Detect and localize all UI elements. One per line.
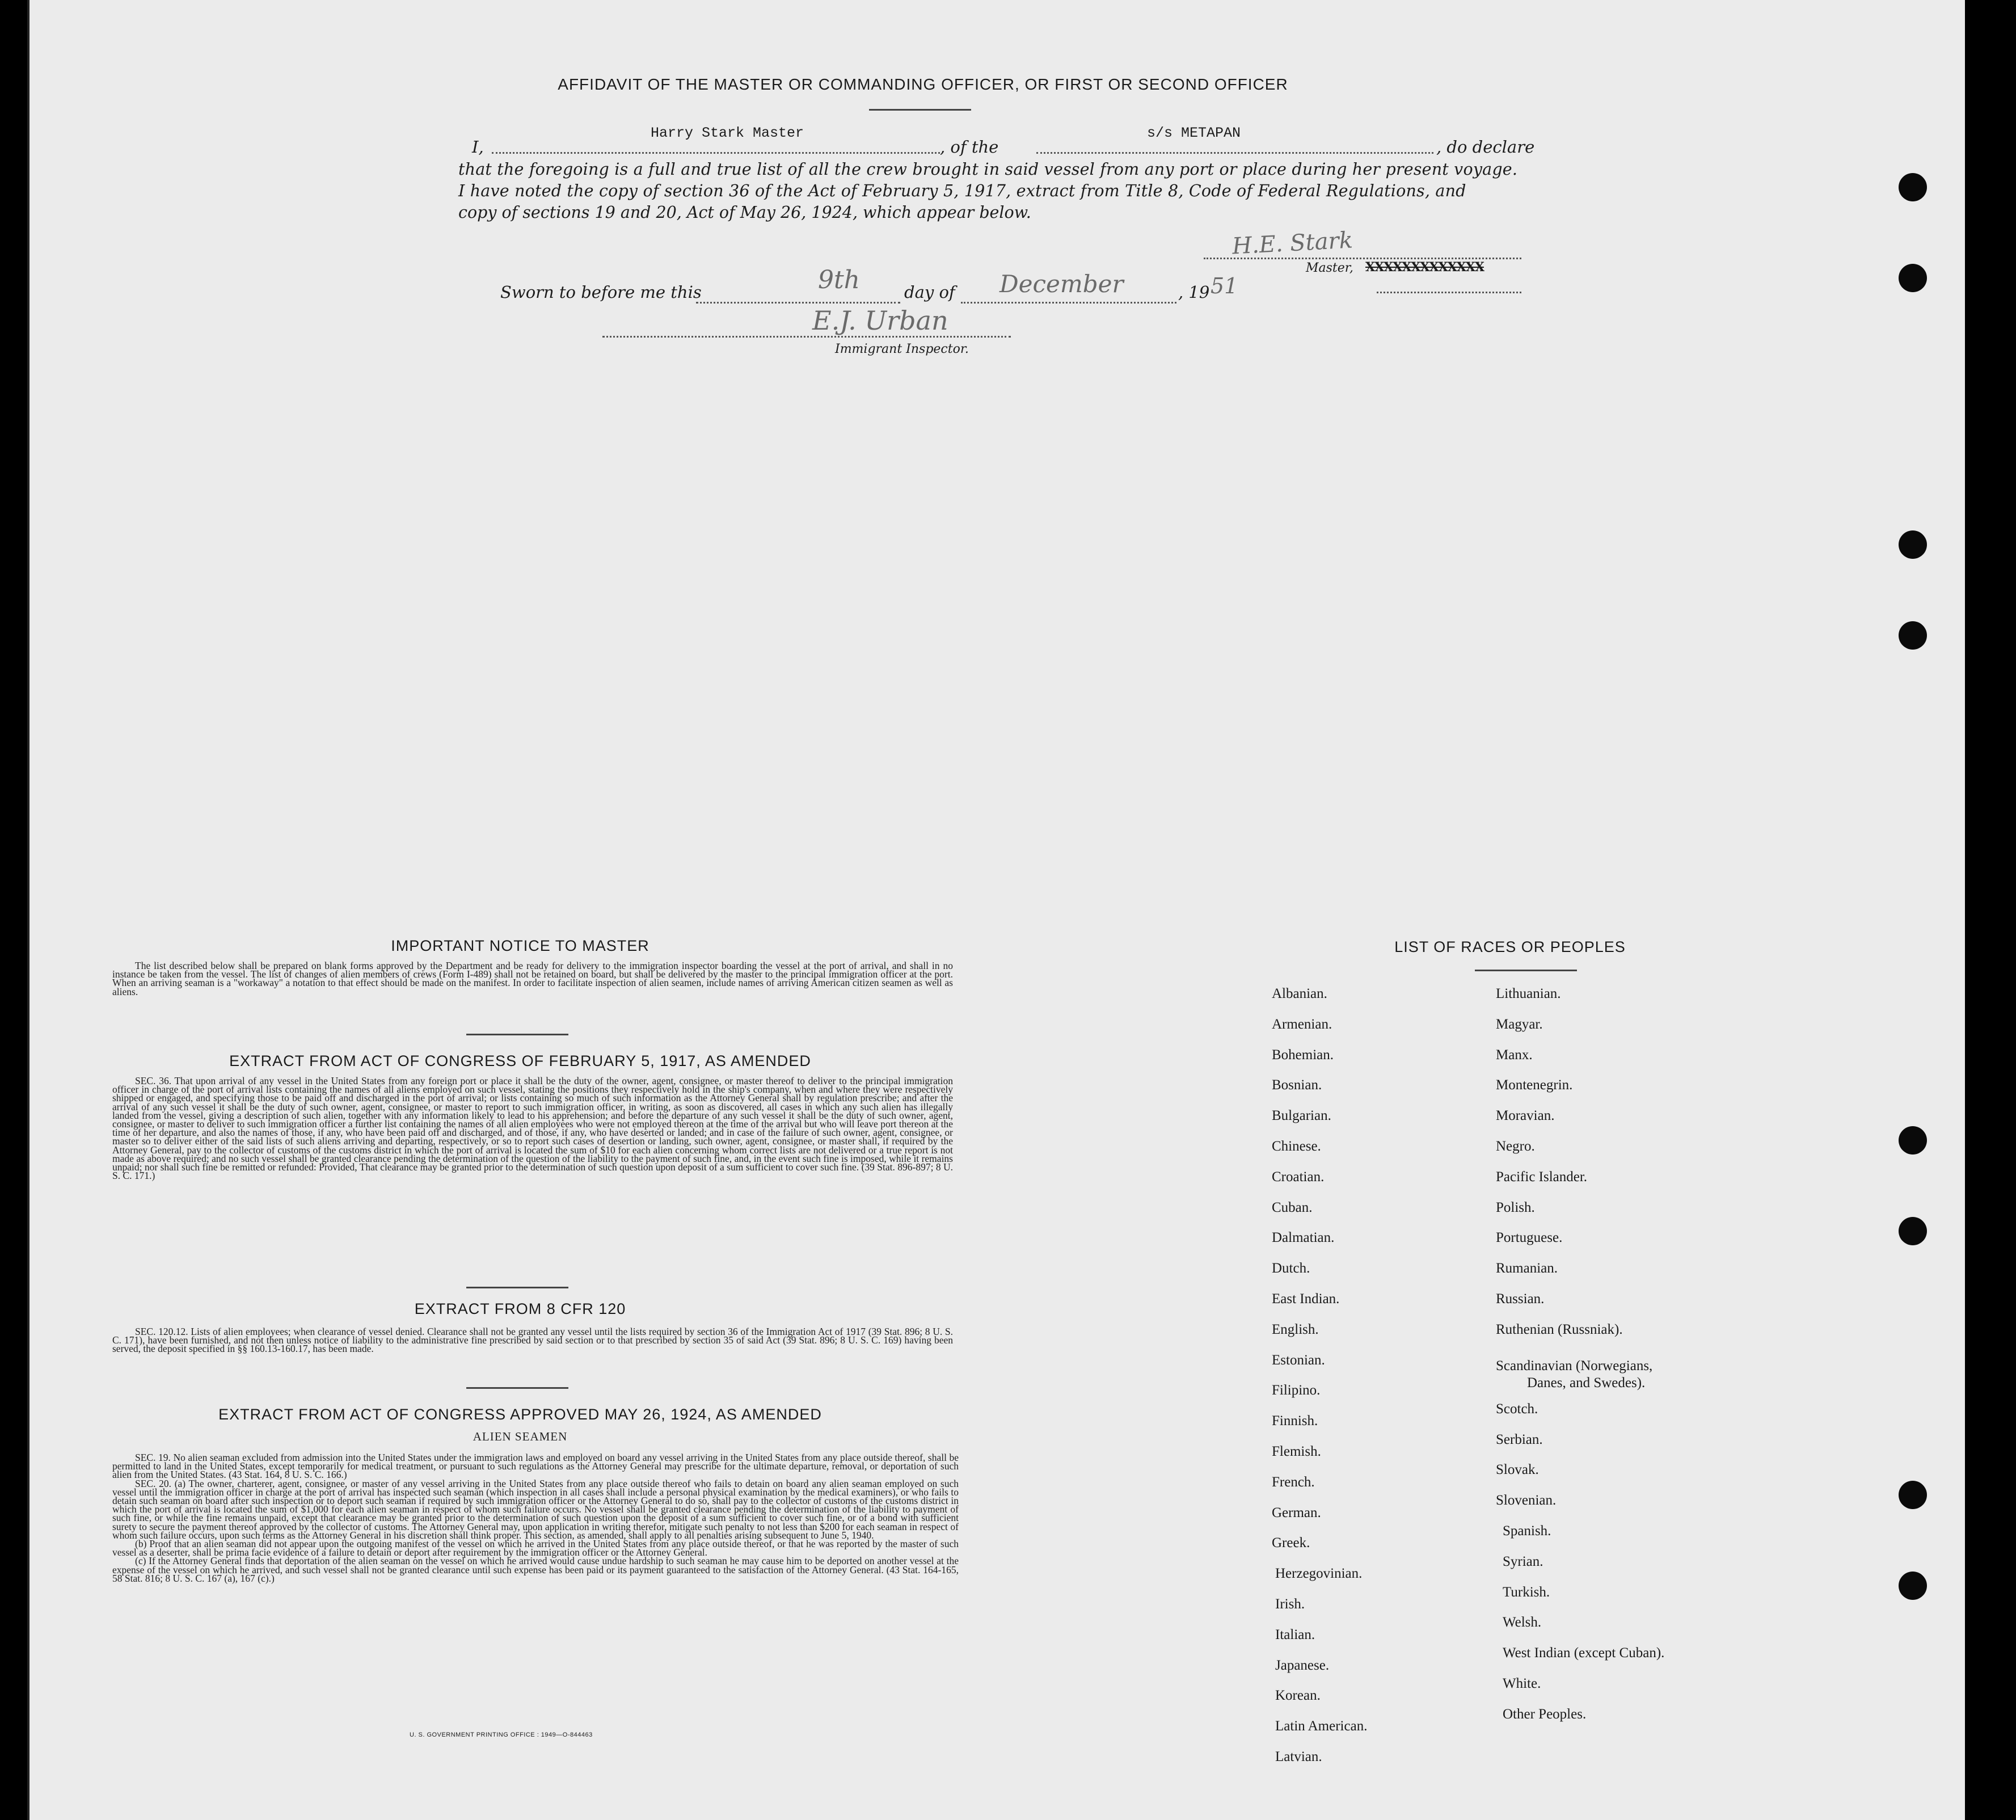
race-item: Slovak. [1496,1462,1539,1478]
race-item: Croatian. [1272,1169,1325,1185]
race-item: Serbian. [1496,1431,1543,1447]
day-field [696,285,900,304]
punch-hole [1899,530,1927,559]
race-item: Chinese. [1272,1139,1321,1154]
race-item: Italian. [1275,1627,1315,1642]
race-item: Montenegrin. [1496,1077,1573,1093]
race-item: Rumanian. [1496,1261,1558,1276]
sec-20c-text: (c) If the Attorney General finds that deportation of the alien seaman on the vessel on which he arrived would cause undue hardship to such seaman he may cause him to be deported on another vessel at the expense of the vessel on which he arrived, and such vessel shall not be granted clearance until such expense has been paid or its payment guaranteed to the satisfaction of the Attorney General. (43 Stat. 164-165, 58 Stat. 816; 8 U. S. C. 167 (a), 167 (c).) [112,1555,959,1584]
vessel-name: s/s METAPAN [1147,125,1241,141]
race-item: Dutch. [1272,1261,1310,1276]
punch-hole [1899,621,1927,650]
punch-hole [1899,264,1927,292]
divider [1475,970,1577,971]
race-item: Latin American. [1275,1718,1368,1734]
race-item: Slovenian. [1496,1493,1557,1509]
extract-1917-text: SEC. 36. That upon arrival of any vessel in the United States from any foreign port or place it shall be the duty of the owner, agent, consignee, or master thereof to deliver to the principal immigration officer in charge of the port of arrival lists containing the names of all aliens employed on such vessel, stating the positions they respectively hold in the ship's company, when and where they were respectively shipped or engaged, and specifying those to be paid off and discharged in the port of arrival; or lists containing so much of such information as the Attorney General shall by regulation prescribe; and after the arrival of any such vessel it shall be the duty of such owner, agent, consignee, or master to report to such immigration officer, in writing, as soon as discovered, all cases in which any such alien has illegally landed from the vessel, giving a description of such alien, together with any information likely to lead to his apprehension; and before the departure of any such vessel it shall be the duty of such owner, agent, consignee, or master to deliver to such immigration officer a further list containing the names of all alien employees who were not employed thereon at the time of the arrival but who will leave port thereon at the time of her departure, and also the names of those, if any, who have been paid off and discharged, and of those, if any, who have deserted or landed; and in case of the failure of such owner, agent, consignee, or master so to deliver either of the said lists of such aliens arriving and departing, respectively, or so to report such cases of desertion or landing, such owner, agent, consignee, or master shall, if required by the Attorney General, pay to the collector of customs of the customs district in which the port of arrival is located the sum of $10 for each alien concerning whom correct lists are not delivered or a true report is not made as above required; and no such vessel shall be granted clearance pending the determination of the question of the liability to the payment of such fine, and, in the event such fine is imposed, while it remains unpaid; nor shall such fine be remitted or refunded: Provided, That clearance may be granted prior to the determination of such question upon deposit of a sum sufficient to cover such fine. (39 Stat. 896-897; 8 U. S. C. 171.) [112,1075,953,1182]
race-item: Bohemian. [1272,1047,1334,1063]
race-item: Albanian. [1272,986,1327,1001]
race-item: Portuguese. [1496,1230,1563,1246]
race-item: Bosnian. [1272,1077,1322,1093]
inspector-signature-line [602,335,1011,338]
race-item: Polish. [1496,1199,1535,1215]
race-item: East Indian. [1272,1291,1340,1307]
declarant-line [472,125,1555,158]
race-item: Greek. [1272,1535,1310,1551]
race-item: German. [1272,1505,1321,1520]
affidavit-line-4: copy of sections 19 and 20, Act of May 26, 1924, which appear below. [458,203,1031,222]
sec-20a-text: SEC. 20. (a) The owner, charterer, agent, consignee, or master of any vessel arriving in the United States from any place outside thereof who fails to detain on board any alien seaman employed on such vessel until the immigration officer in charge at the port of arrival has inspected such seaman (which inspection in all cases shall include a personal physical examination by the medical examiners), or who fails to detain such seaman on board after such inspection or to deport such seaman if required by such immigration officer or the Attorney General to do so, shall pay to the collector of customs of the customs district in which the port of arrival is located the sum of $1,000 for each alien seaman in respect of whom such failure occurs. No vessel shall be granted clearance pending the determination of the liability to payment of such fine, or while the fine remains unpaid, except that clearance may be granted prior to the determination of such question upon the deposit of a sum sufficient to cover such fine, or of a bond with sufficient surety to secure the payment thereof approved by the collector of customs. The Attorney General may, upon application in writing therefor, mitigate such penalty to not less than $200 for each seaman in respect of whom such failure occurs, upon such terms as the Attorney General in his discretion shall think proper. This section, as amended, shall apply to all penalties arising subsequent to June 5, 1940. [112,1477,959,1541]
race-item: Spanish. [1503,1523,1551,1539]
inspector-label: Immigrant Inspector. [835,342,969,356]
punch-hole [1899,173,1927,201]
of-the-label: , of the [940,137,999,157]
race-item: Armenian. [1272,1016,1332,1032]
race-item: Scandinavian (Norwegians, [1496,1358,1653,1374]
year-prefix: , 19 [1178,283,1210,302]
race-item: Latvian. [1275,1749,1322,1764]
inspector-signature: E.J. Urban [812,305,948,336]
divider [466,1034,568,1035]
race-item: Danes, and Swedes). [1527,1375,1646,1391]
master-label: Master, [1306,261,1353,275]
race-item: West Indian (except Cuban). [1503,1645,1665,1661]
cfr-title: EXTRACT FROM 8 CFR 120 [414,1300,626,1317]
race-item: Herzegovinian. [1275,1566,1363,1582]
race-item: Dalmatian. [1272,1230,1335,1246]
punch-hole [1899,1481,1927,1509]
race-item: Estonian. [1272,1352,1325,1368]
race-item: Irish. [1275,1596,1305,1612]
document-page [27,0,1965,1820]
race-item: Korean. [1275,1688,1321,1704]
extract-1924-title: EXTRACT FROM ACT OF CONGRESS APPROVED MAY 26, 1924, AS AMENDED [218,1406,822,1423]
race-item: Lithuanian. [1496,986,1561,1001]
race-item: Pacific Islander. [1496,1169,1588,1185]
race-item: Magyar. [1496,1016,1543,1032]
race-item: Manx. [1496,1047,1533,1063]
day-of-label: day of [904,283,955,302]
races-title: LIST OF RACES OR PEOPLES [1394,938,1626,955]
title-line [1377,290,1521,293]
punch-hole [1899,1217,1927,1245]
divider [466,1387,568,1389]
race-item: Turkish. [1503,1584,1550,1600]
race-item: Russian. [1496,1291,1545,1307]
sec-20b-text: (b) Proof that an alien seaman did not appear upon the outgoing manifest of the vessel on which he arrived in the United States from any place outside thereof, or that he was reported by the master of such vessel as a deserter, shall be prima facie evidence of a failure to detain or deport after requirement by the immigration officer or the Attorney General. [112,1538,959,1558]
sec-19-text: SEC. 19. No alien seaman excluded from admission into the United States under the immigration laws and employed on board any vessel arriving in the United States from any place outside thereof, shall be permitted to land in the United States, except temporarily for medical treatment, or pursuant to such regulations as the Attorney General may prescribe for the ultimate departure, removal, or deportation of such alien from the United States. (43 Stat. 164, 8 U. S. C. 166.) [112,1452,959,1481]
month-value: December [999,270,1124,298]
race-item: Scotch. [1496,1401,1538,1417]
divider [466,1287,568,1288]
race-item: Negro. [1496,1139,1535,1154]
race-item: Finnish. [1272,1413,1318,1429]
declarant-name: Harry Stark Master [651,125,804,141]
extract-1924-body [112,1454,959,1583]
master-signature-line [1204,256,1521,259]
sworn-line [500,266,1294,305]
punch-hole [1899,1126,1927,1155]
race-item: Ruthenian (Russniak). [1496,1321,1623,1337]
race-item: Japanese. [1275,1657,1330,1673]
struck-title: XXXXXXXXXXXXX [1365,260,1484,275]
race-item: Moravian. [1496,1108,1555,1124]
notice-text: The list described below shall be prepared on blank forms approved by the Department and be ready for delivery to the immigration inspector boarding the vessel at the port of arrival, and shall in no instance be taken from the vessel. The list of changes of alien members of crews (Form I-489) shall not be retained on board, but shall be delivered by the master to the principal immigration officer at the port. When an arriving seaman is a "workaway" a notation to that effect should be made on the manifest. In order to facilitate inspection of alien seamen, include names of arriving American citizen seamen as well as aliens. [112,960,953,997]
race-item: Other Peoples. [1503,1706,1587,1722]
affidavit-line-3: I have noted the copy of section 36 of the Act of February 5, 1917, extract from Title 8, Code of Federal Regulations, and [458,182,1466,200]
race-item: Bulgarian. [1272,1108,1331,1124]
race-item: French. [1272,1474,1315,1490]
race-item: Flemish. [1272,1444,1321,1459]
cfr-text: SEC. 120.12. Lists of alien employees; when clearance of vessel denied. Clearance shall not be granted any vessel until the lists required by section 36 of the Immigration Act of 1917 (39 Stat. 896; 8 U. S. C. 171), have been furnished, and not then unless notice of liability to the administrative fine prescribed by said section or to that prescribed by section 35 of said Act (39 Stat. 896; 8 U. S. C. 169) having been served, the deposit specified in §§ 160.13-160.17, has been made. [112,1326,953,1355]
race-item: White. [1503,1676,1541,1691]
extract-1917-title: EXTRACT FROM ACT OF CONGRESS OF FEBRUARY 5, 1917, AS AMENDED [229,1052,811,1069]
day-value: 9th [818,266,861,294]
race-item: Filipino. [1272,1383,1321,1398]
do-declare-label: , do declare [1436,137,1535,157]
affidavit-title: AFFIDAVIT OF THE MASTER OR COMMANDING OFFICER, OR FIRST OR SECOND OFFICER [558,75,1288,93]
race-item: Cuban. [1272,1199,1313,1215]
affidavit-line-2: that the foregoing is a full and true list of all the crew brought in said vessel from any port or place during her present voyage. [458,160,1518,179]
sworn-label: Sworn to before me this [500,283,702,302]
master-signature: H.E. Stark [1231,227,1353,260]
race-item: Welsh. [1503,1615,1542,1631]
i-label: I, [472,137,484,157]
divider [869,109,971,111]
year-value: 51 [1211,273,1238,298]
race-item: English. [1272,1321,1319,1337]
extract-1924-subtitle: ALIEN SEAMEN [473,1430,568,1443]
notice-title: IMPORTANT NOTICE TO MASTER [391,937,649,954]
printer-imprint: U. S. GOVERNMENT PRINTING OFFICE : 1949—O-844463 [410,1731,593,1738]
punch-hole [1899,1572,1927,1600]
race-item: Syrian. [1503,1553,1543,1569]
